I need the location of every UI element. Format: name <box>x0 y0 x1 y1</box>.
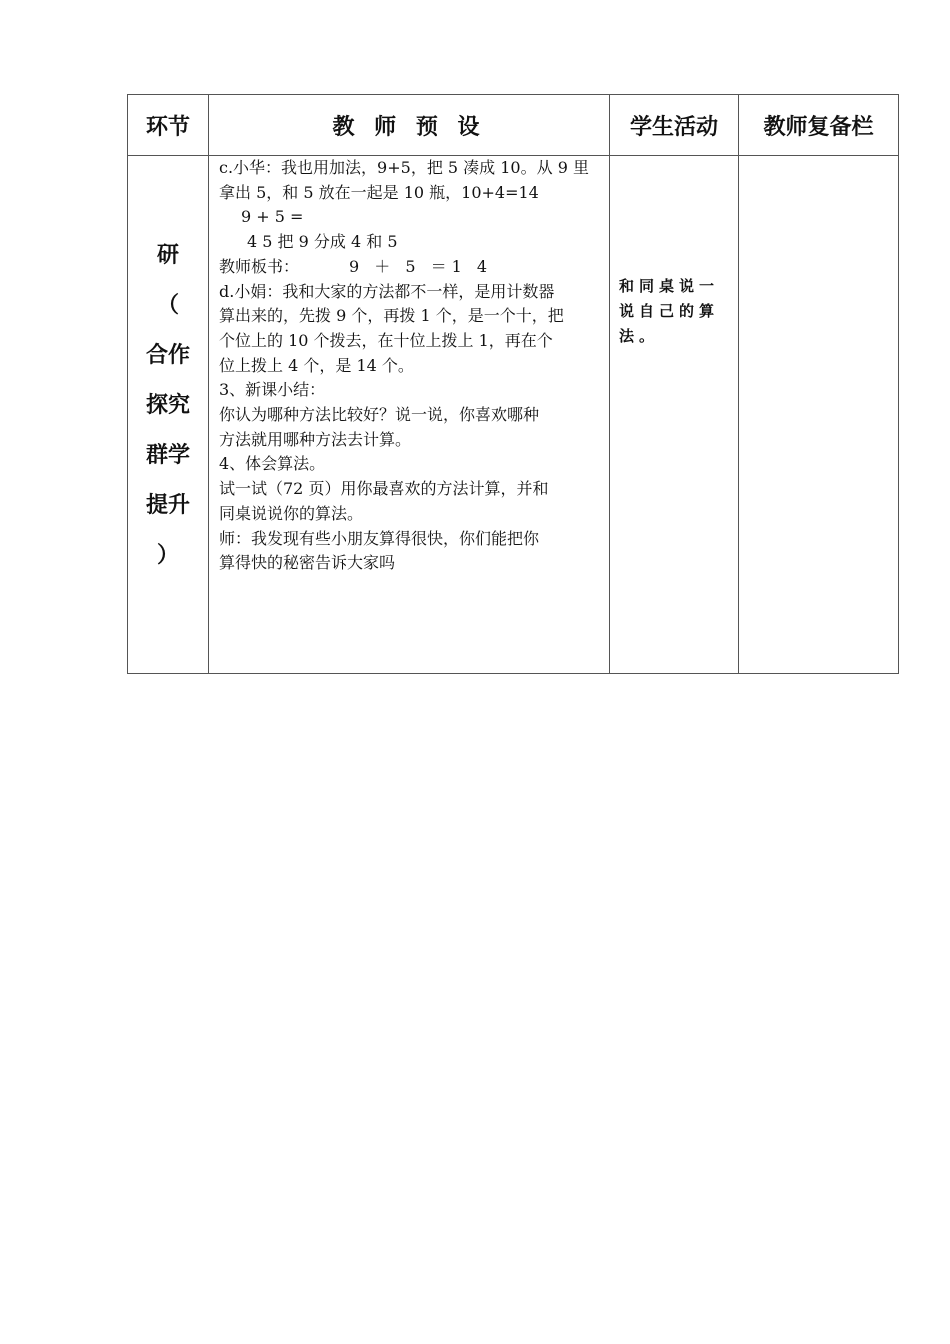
plan-line: 3、新课小结： <box>219 380 326 400</box>
stage-line: 探究 <box>145 392 190 418</box>
stage-line: （ <box>156 292 179 318</box>
stage-line: 群学 <box>145 442 190 468</box>
content-row <box>128 156 899 674</box>
lesson-plan-table <box>127 94 899 674</box>
stage-label <box>128 231 208 581</box>
plan-line: 9 + 5 = <box>241 207 304 227</box>
student-activity-cell <box>610 156 739 674</box>
board-writing-line <box>219 255 603 280</box>
plan-line: d.小娟：我和大家的方法都不一样，是用计数器 <box>219 281 555 301</box>
stage-line: ） <box>156 542 179 568</box>
plan-line: c.小华：我也用加法，9+5，把 5 凑成 10。从 9 里 <box>219 158 589 177</box>
teacher-notes-cell[interactable] <box>739 156 899 674</box>
plan-line: 师：我发现有些小朋友算得很快，你们能把你 <box>219 528 540 548</box>
plan-line: 方法就用哪种方法去计算。 <box>219 429 412 449</box>
board-writing-equation: 9 ＋ 5 ＝1 4 <box>349 256 493 276</box>
plan-line: 位上拨上 4 个，是 14 个。 <box>219 355 414 375</box>
plan-line: 算得快的秘密告诉大家吗 <box>219 553 396 573</box>
plan-line: 试一试（72 页）用你最喜欢的方法计算，并和 <box>219 479 549 499</box>
stage-line: 提升 <box>145 492 190 518</box>
teacher-plan-cell <box>209 156 610 674</box>
header-stage: 环节 <box>128 95 209 156</box>
plan-line: 拿出 5，和 5 放在一起是 10 瓶，10+4=14 <box>219 182 539 202</box>
header-teacher-notes: 教师复备栏 <box>739 95 899 156</box>
header-row <box>128 95 899 156</box>
plan-line: 你认为哪种方法比较好？说一说，你喜欢哪种 <box>219 405 540 425</box>
plan-line: 个位上的 10 个拨去，在十位上拨上 1，再在个 <box>219 330 553 350</box>
plan-line: 同桌说说你的算法。 <box>219 503 364 523</box>
header-teacher-plan: 教 师 预 设 <box>209 95 610 156</box>
plan-line: 4、体会算法。 <box>219 454 326 474</box>
header-student-activity: 学生活动 <box>610 95 739 156</box>
stage-cell <box>128 156 209 674</box>
stage-line: 合作 <box>145 342 190 368</box>
board-writing-label: 教师板书： <box>219 256 300 276</box>
student-activity-text: 和同桌说一说自己的算法。 <box>619 277 720 345</box>
plan-line: 算出来的，先拨 9 个，再拨 1 个，是一个十，把 <box>219 306 564 326</box>
plan-line: 4 5 把 9 分成 4 和 5 <box>247 232 398 252</box>
stage-line: 研 <box>156 242 179 268</box>
